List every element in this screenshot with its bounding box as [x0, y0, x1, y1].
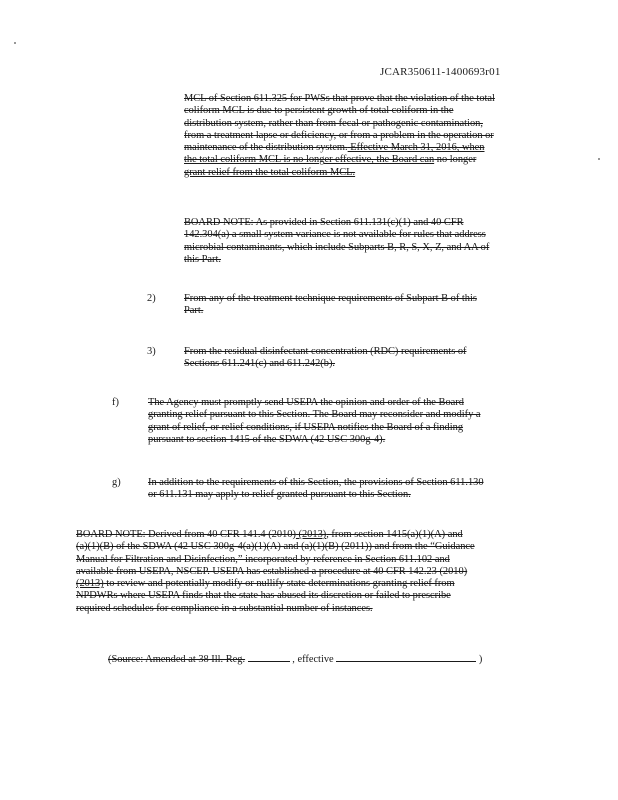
item-3-label: 3) — [147, 346, 156, 357]
text-line: the total coliform MCL is no longer effective, the Board can no longer — [184, 154, 477, 166]
text-line: grant relief from the total coliform MCL. — [184, 166, 356, 178]
text-line: maintenance of the distribution system. Effective March 31, 2016, when — [184, 142, 485, 154]
text-line: coliform MCL is due to persistent growth of total coliform in the — [184, 105, 454, 117]
item-3-text — [184, 346, 467, 371]
text-line: distribution system, rather than from fecal or pathogenic contamination, — [184, 117, 483, 129]
text-line: (2013) to review and potentially modify or nullify state determinations granting relief from — [76, 578, 455, 590]
text-line: from a treatment lapse or deficiency, or from a problem in the operation or — [184, 129, 494, 141]
text-line: NPDWRs where USEPA finds that the state has abused its discretion or failed to prescribe — [76, 590, 451, 602]
item-2-label: 2) — [147, 293, 156, 304]
text-line: From the residual disinfectant concentration (RDC) requirements of — [184, 346, 467, 357]
text-line: required schedules for compliance in a substantial number of instances. — [76, 602, 373, 614]
text-line: BOARD NOTE: Derived from 40 CFR 141.4 (2010) (2013), from section 1415(a)(1)(A) and — [76, 529, 463, 540]
source-suffix: ) — [478, 654, 483, 665]
scan-speck — [14, 42, 16, 44]
document-id: JCAR350611-1400693r01 — [380, 66, 501, 78]
text-line: grant of relief, or relief conditions, if USEPA notifies the Board of a finding — [148, 421, 464, 433]
text-line: BOARD NOTE: As provided in Section 611.131(c)(1) and 40 CFR — [184, 217, 464, 228]
source-prefix: (Source: Amended at 38 Ill. Reg. — [108, 654, 246, 665]
source-line — [108, 653, 482, 666]
text-line: Part. — [184, 305, 204, 317]
paragraph-mcl-relief — [184, 93, 495, 179]
text-line: From any of the treatment technique requirements of Subpart B of this — [184, 293, 477, 304]
item-2-text — [184, 293, 477, 318]
scan-speck — [598, 158, 600, 160]
item-f-label: f) — [112, 397, 119, 408]
item-g-text — [148, 477, 484, 502]
item-g-label: g) — [112, 477, 121, 488]
text-line: pursuant to section 1415 of the SDWA (42 USC 300g-4). — [148, 433, 386, 445]
text-line: 142.304(a) a small system variance is not available for rules that address — [184, 229, 486, 241]
text-line: granting relief pursuant to this Section. The Board may reconsider and modify a — [148, 409, 481, 421]
source-effective: , effective — [292, 654, 334, 665]
text-line: MCL of Section 611.325 for PWSs that prove that the violation of the total — [184, 93, 495, 104]
text-line: (a)(1)(B) of the SDWA (42 USC 300g-4(a)(1)(A) and (a)(1)(B) (2011)) and from the “Guidance — [76, 541, 475, 553]
text-line: or 611.131 may apply to relief granted pursuant to this Section. — [148, 489, 411, 501]
item-f-text — [148, 397, 481, 446]
text-line: The Agency must promptly send USEPA the opinion and order of the Board — [148, 397, 464, 408]
text-line: available from USEPA, NSCEP. USEPA has established a procedure at 40 CFR 142.23 (2010) — [76, 565, 468, 577]
text-line: Manual for Filtration and Disinfection,” incorporated by reference in Section 611.102 and — [76, 553, 450, 565]
text-line: microbial contaminants, which include Subparts B, R, S, X, Z, and AA of — [184, 241, 490, 253]
register-page-blank — [248, 653, 290, 662]
board-note-derivation — [76, 529, 475, 615]
text-line: this Part. — [184, 253, 221, 265]
text-line: Sections 611.241(c) and 611.242(b). — [184, 358, 336, 370]
effective-date-blank — [336, 653, 476, 662]
board-note-small-system — [184, 217, 489, 266]
text-line: In addition to the requirements of this Section, the provisions of Section 611.130 — [148, 477, 484, 488]
